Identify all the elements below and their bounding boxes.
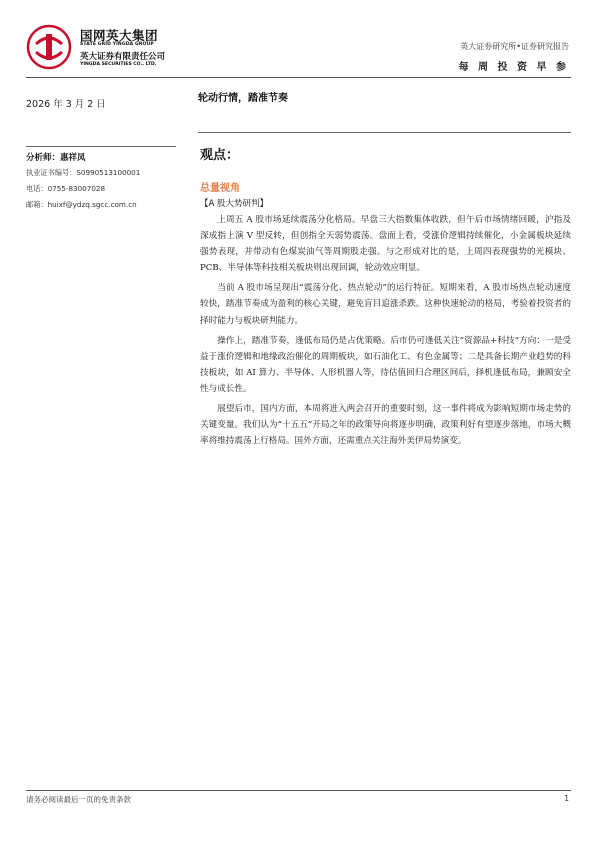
paragraph: 当前 A 股市场呈现出“震荡分化、热点轮动”的运行特征。短期来看，A 股市场热点轮动速度较快，踏准节奏成为盈利的核心关键，避免盲目追涨杀跌。这种快速轮动的格局，考验着投资者的择时能力与板块研判能力。 bbox=[200, 283, 571, 326]
footer-divider bbox=[26, 790, 571, 791]
disclaimer-note: 请务必阅读最后一页的免责条款 bbox=[26, 795, 131, 804]
company-name: 英大证券有限责任公司 bbox=[80, 52, 166, 62]
header-divider bbox=[26, 77, 571, 78]
subsection-heading: 总量视角 bbox=[200, 183, 240, 194]
title-divider bbox=[198, 132, 571, 133]
group-name-en: STATE GRID YINGDA GROUP bbox=[80, 42, 154, 47]
email: 邮箱：huixf@ydzq.sgcc.com.cn bbox=[26, 200, 137, 209]
company-logo-icon bbox=[26, 24, 72, 70]
paragraph: 上周五 A 股市场延续震荡分化格局。早盘三大指数集体收跌，但午后市场情绪回暖，沪指及深成指上演 V 型反转，但创指全天弱势震荡。盘面上看，受涨价逻辑持续催化，小金属板块延续强势表现，并带动有色煤炭油气等周期股走强。与之形成对比的是，上周四表现强势的光模块、PCB、半导体等科技相关板块则出现回调，轮动效应明显。 bbox=[200, 215, 571, 274]
report-date: 2026 年 3 月 2 日 bbox=[26, 99, 106, 110]
company-name-en: YINGDA SECURITIES CO., LTD. bbox=[80, 62, 157, 67]
page-number: 1 bbox=[564, 794, 569, 803]
article-body bbox=[200, 212, 571, 453]
analyst-name: 分析师：惠祥凤 bbox=[26, 153, 86, 163]
paragraph: 操作上，踏准节奏，逢低布局仍是占优策略。后市仍可逢低关注“资源品+科技”方向：一是受益于涨价逻辑和地缘政治催化的周期板块，如石油化工、有色金属等；二是具备长期产业趋势的科技板块，如 AI 算力、半导体、人形机器人等，待估值回归合理区间后，择机逢低布局，兼顾安全性与成长性。 bbox=[200, 335, 571, 394]
section-heading: 观点： bbox=[200, 148, 240, 163]
left-divider bbox=[26, 146, 176, 147]
report-type: 每 周 投 资 早 参 bbox=[458, 62, 569, 73]
institute-label: 英大证券研究所•证券研究报告 bbox=[460, 42, 569, 51]
group-name: 国网英大集团 bbox=[80, 28, 159, 43]
report-title: 轮动行情，踏准节奏 bbox=[198, 93, 288, 104]
topic-tag: 【A 股大势研判】 bbox=[200, 199, 269, 209]
cert-number: 执业证书编号：S0990513100001 bbox=[26, 168, 141, 177]
phone: 电话：0755-83007028 bbox=[26, 184, 106, 193]
paragraph: 展望后市，国内方面，本周将进入两会召开的重要时刻，这一事件将成为影响短期市场走势的关键变量。我们认为“十五五”开局之年的政策导向将逐步明确，政策利好有望逐步落地，市场大概率将维持震荡上行格局。国外方面，还需重点关注海外美伊局势演变。 bbox=[200, 404, 571, 447]
